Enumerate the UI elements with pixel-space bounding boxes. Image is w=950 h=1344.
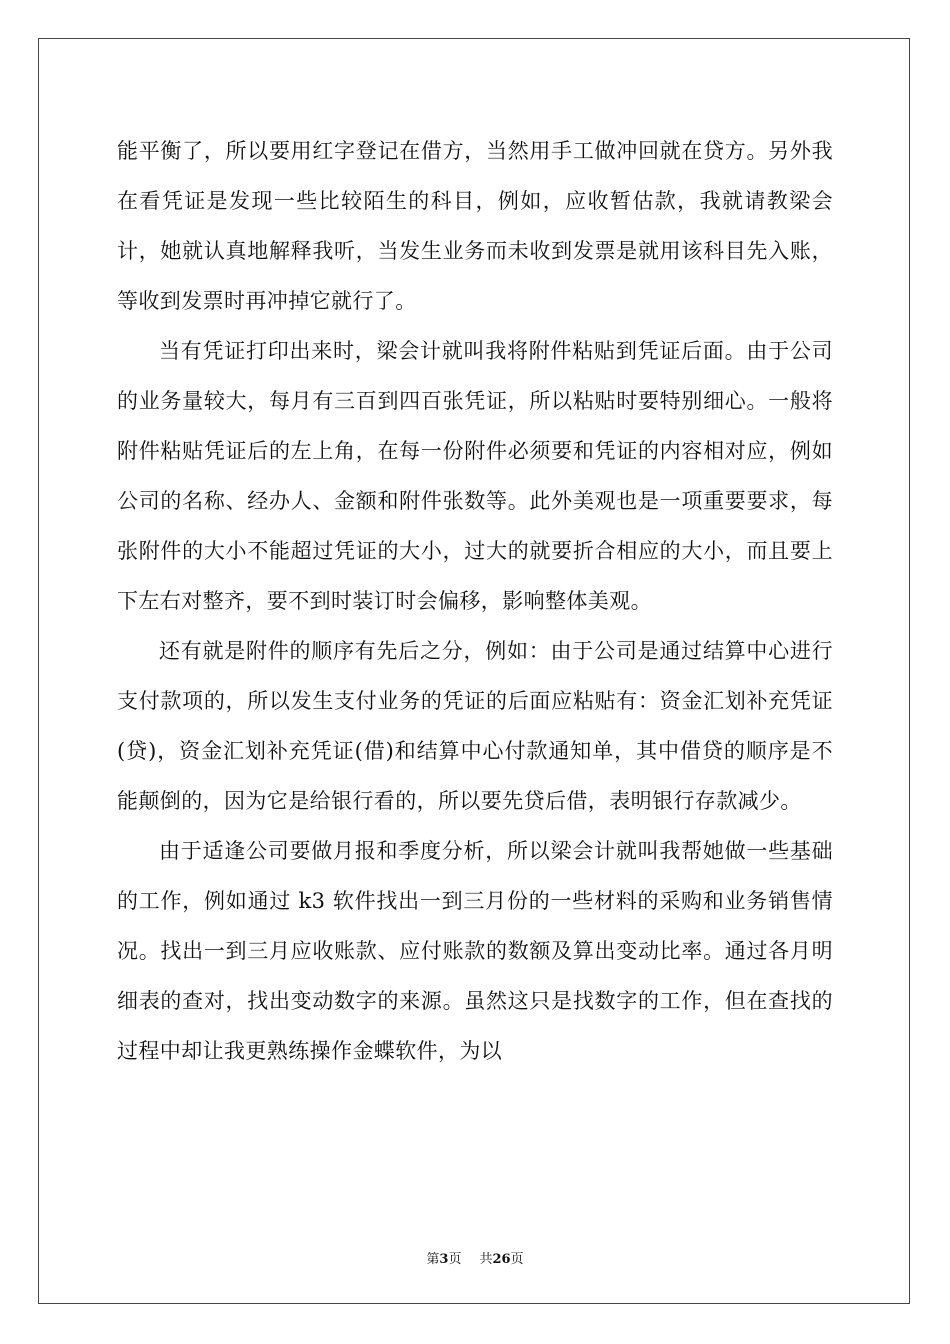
total-indicator [479,1248,523,1267]
page-number: 3 [439,1252,449,1267]
page-footer [0,1248,950,1267]
paragraph-3: 还有就是附件的顺序有先后之分，例如：由于公司是通过结算中心进行支付款项的，所以发生支付业务的凭证的后面应粘贴有：资金汇划补充凭证(贷)，资金汇划补充凭证(借)和结算中心付款通知单，其中借贷的顺序是不能颠倒的，因为它是给银行看的，所以要先贷后借，表明银行存款减少。 [117,639,833,813]
total-pages: 26 [492,1252,511,1267]
paragraph-2: 当有凭证打印出来时，梁会计就叫我将附件粘贴到凭证后面。由于公司的业务量较大，每月有三百到四百张凭证，所以粘贴时要特别细心。一般将附件粘贴凭证后的左上角，在每一份附件必须要和凭证的内容相对应，例如公司的名称、经办人、金额和附件张数等。此外美观也是一项重要要求，每张附件的大小不能超过凭证的大小，过大的就要折合相应的大小，而且要上下左右对整齐，要不到时装订时会偏移，影响整体美观。 [117,339,833,613]
paragraph-1: 能平衡了，所以要用红字登记在借方，当然用手工做冲回就在贷方。另外我在看凭证是发现一些比较陌生的科目，例如，应收暂估款，我就请教梁会计，她就认真地解释我听，当发生业务而未收到发票是就用该科目先入账，等收到发票时再冲掉它就行了。 [117,139,833,313]
page-prefix: 第 [426,1252,440,1267]
page-indicator [426,1248,461,1267]
total-suffix: 页 [510,1252,524,1267]
paragraph-4: 由于适逢公司要做月报和季度分析，所以梁会计就叫我帮她做一些基础的工作，例如通过 k3 软件找出一到三月份的一些材料的采购和业务销售情况。找出一到三月应收账款、应付账款的数额及算出变动比率。通过各月明细表的查对，找出变动数字的来源。虽然这只是找数字的工作，但在查找的过程中却让我更熟练操作金蝶软件，为以 [117,839,833,1063]
total-prefix: 共 [479,1252,493,1267]
document-body [117,126,833,1076]
page-suffix: 页 [448,1252,462,1267]
